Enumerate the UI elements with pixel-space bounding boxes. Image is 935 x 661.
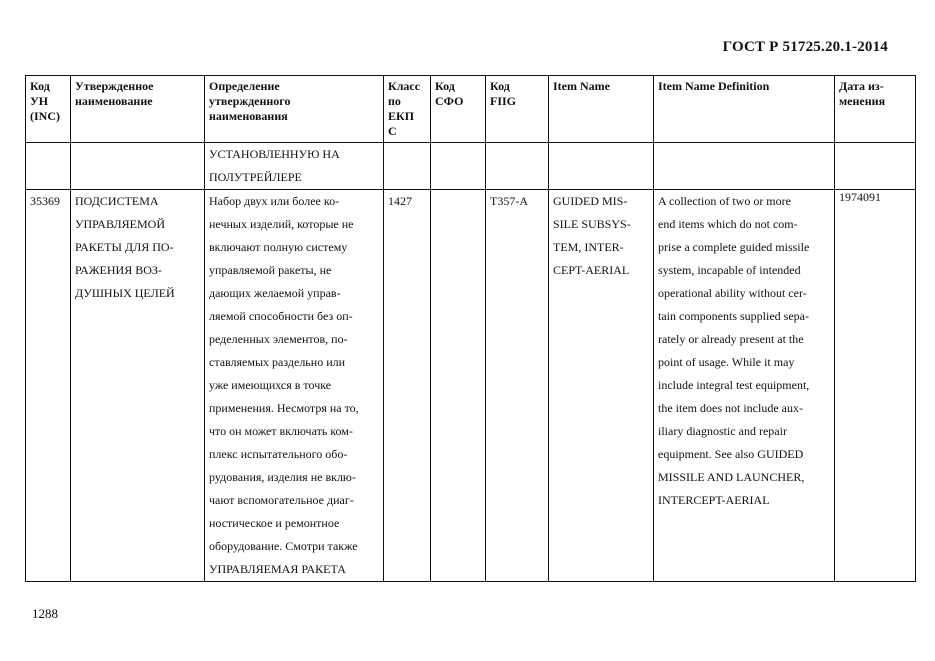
cont-item-name-cell [549,143,654,190]
header-line: наименования [209,109,288,123]
text-line: end items which do not com- [658,217,798,231]
text-line: iliary diagnostic and repair [658,424,787,438]
header-line: FIIG [490,94,517,108]
fiig-code-cell [486,190,549,582]
sfo-code-cell [431,190,486,582]
header-line: утвержденного [209,94,291,108]
header-line: СФО [435,94,464,108]
text-line: уже имеющихся в точке [209,378,332,392]
text-line: CEPT-AERIAL [553,263,630,277]
text-line: the item does not include aux- [658,401,803,415]
cont-item-definition-cell [654,143,835,190]
text-line: включают полную систему [209,240,348,254]
header-line: Дата из- [839,79,884,93]
text-line: Набор двух или более ко- [209,194,340,208]
text-line: operational ability without cer- [658,286,807,300]
inc-code: 35369 [30,194,60,208]
text-line: что он может включать ком- [209,424,353,438]
column-header-ekps-class [384,76,431,143]
cont-name-cell [71,143,205,190]
header-line: УН [30,94,49,108]
cont-sfo-cell [431,143,486,190]
header-line: наименование [75,94,153,108]
definition-cell [205,190,384,582]
text-line: УПРАВЛЯЕМОЙ [75,217,165,231]
header-line: Item Name [553,79,610,93]
text-line: ределенных элементов, по- [209,332,348,346]
cont-definition-cell [205,143,384,190]
text-line: ПОЛУТРЕЙЛЕРЕ [209,170,302,184]
cont-inc-cell [26,143,71,190]
cont-fiig-cell [486,143,549,190]
header-line: ЕКП [388,109,415,123]
text-line: prise a complete guided missile [658,240,810,254]
column-header-inc [26,76,71,143]
header-line: Код [435,79,455,93]
text-line: include integral test equipment, [658,378,810,392]
column-header-fiig-code [486,76,549,143]
column-header-change-date [835,76,916,143]
text-line: дающих желаемой управ- [209,286,341,300]
item-definition-cell [654,190,835,582]
cont-class-cell [384,143,431,190]
continuation-row [26,143,916,190]
text-line: РАЖЕНИЯ ВОЗ- [75,263,162,277]
column-header-item-name-definition [654,76,835,143]
standard-id: ГОСТ Р 51725.20.1-2014 [722,39,888,55]
catalog-table [25,75,916,582]
text-line: рудования, изделия не вклю- [209,470,356,484]
text-line: нечных изделий, которые не [209,217,354,231]
text-line: TEM, INTER- [553,240,624,254]
header-line: Код [490,79,510,93]
text-line: MISSILE AND LAUNCHER, [658,470,805,484]
text-line: плекс испытательного обо- [209,447,348,461]
page-number: 1288 [32,606,58,621]
text-line: rately or already present at the [658,332,804,346]
fiig-code: T357-A [490,194,528,208]
header-row [26,76,916,143]
ekps-class-cell [384,190,431,582]
text-line: РАКЕТЫ ДЛЯ ПО- [75,240,174,254]
inc-cell [26,190,71,582]
text-line: SILE SUBSYS- [553,217,631,231]
header-line: Определение [209,79,280,93]
text-line: equipment. See also GUIDED [658,447,804,461]
text-line: system, incapable of intended [658,263,801,277]
approved-name-cell [71,190,205,582]
text-line: оборудование. Смотри также [209,539,358,553]
column-header-sfo-code [431,76,486,143]
header-line: Item Name Definition [658,79,770,93]
text-line: tain components supplied sepa- [658,309,809,323]
column-header-item-name [549,76,654,143]
text-line: ставляемых раздельно или [209,355,346,369]
text-line: ПОДСИСТЕМА [75,194,159,208]
header-line: С [388,124,397,138]
text-line: INTERCEPT-AERIAL [658,493,770,507]
text-line: управляемой ракеты, не [209,263,332,277]
table-row [26,190,916,582]
change-date: 1974091 [839,190,881,204]
cont-date-cell [835,143,916,190]
text-line: применения. Несмотря на то, [209,401,359,415]
text-line: ДУШНЫХ ЦЕЛЕЙ [75,286,175,300]
header-line: Класс [388,79,421,93]
column-header-approved-name [71,76,205,143]
item-name-cell [549,190,654,582]
header-line: Утвержденное [75,79,154,93]
column-header-definition [205,76,384,143]
header-line: Код [30,79,50,93]
text-line: point of usage. While it may [658,355,795,369]
text-line: GUIDED MIS- [553,194,628,208]
header-line: (INC) [30,109,60,123]
text-line: УПРАВЛЯЕМАЯ РАКЕТА [209,562,346,576]
text-line: ляемой способности без оп- [209,309,353,323]
change-date-cell [835,190,916,582]
text-line: A collection of two or more [658,194,791,208]
header-line: менения [839,94,886,108]
header-line: по [388,94,401,108]
ekps-class: 1427 [388,194,412,208]
text-line: ностическое и ремонтное [209,516,340,530]
text-line: УСТАНОВЛЕННУЮ НА [209,147,340,161]
text-line: чают вспомогательное диаг- [209,493,354,507]
